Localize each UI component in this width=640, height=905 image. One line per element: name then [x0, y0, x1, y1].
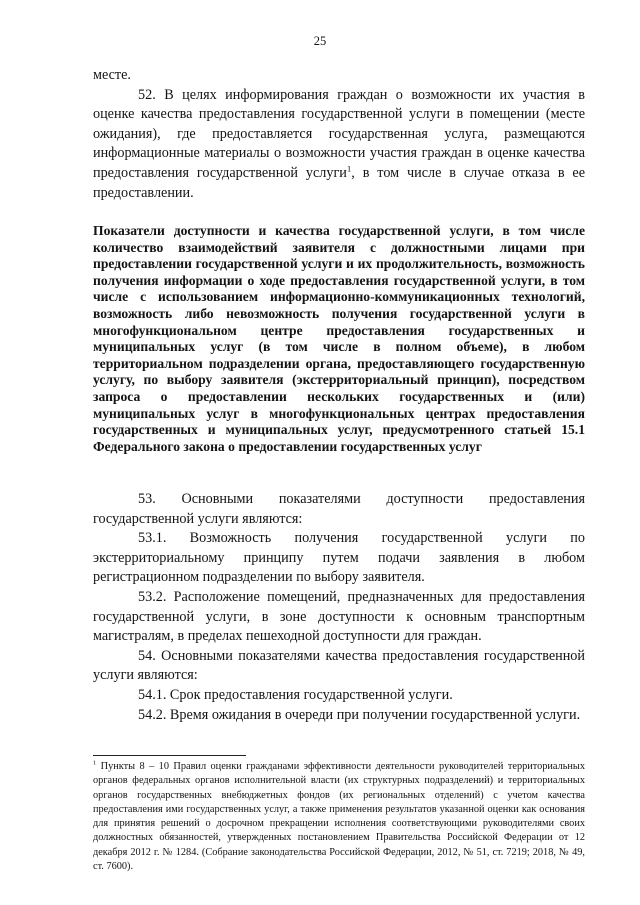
paragraph-53-1: 53.1. Возможность получения государственной услуги по экстерриториальному принципу путем подачи заявления в любом регистрационном подразделении по выбору заявителя.: [93, 530, 585, 586]
footnote-text: Пункты 8 – 10 Правил оценки гражданами эффективности деятельности руководителей территориальных органов федеральных органов исполнительной власти (их структурных подразделений) и территориальных органов государственных внебюджетных фондов (их региональных отделений) с учетом качества предоставления ими государственных услуг, а также применения результатов указанной оценки как основания для принятия решений о досрочном прекращении исполнения соответствующими руководителями своих должностных обязанностей, утвержденных постановлением Правительства Российской Федерации от 12 декабря 2012 г. № 1284. (Собрание законодательства Российской Федерации, 2012, № 51, ст. 7219; 2018, № 49, ст. 7600).: [93, 761, 585, 873]
section-heading: Показатели доступности и качества государственной услуги, в том числе количество взаимодействий заявителя с должностными лицами при предоставлении государственной услуги и их продолжительность, возможность получения информации о ходе предоставления государственной услуги, в том числе с использованием информационно-коммуникационных технологий, возможность либо невозможность получения государственной услуги в многофункциональном центре предоставления государственных и муниципальных услуг (в том числе в полном объеме), в любом территориальном подразделении органа, предоставляющего государственную услугу, по выбору заявителя (экстерриториальный принцип), посредством запроса о предоставлении нескольких государственных и (или) муниципальных услуг в многофункциональных центрах предоставления государственных и муниципальных услуг, предусмотренного статьей 15.1 Федерального закона о предоставлении государственных услуг: [93, 223, 585, 454]
paragraph-53-2: 53.2. Расположение помещений, предназначенных для предоставления государственной услуги, в зоне доступности к основным транспортным магистралям, в пределах пешеходной доступности для граждан.: [93, 588, 585, 645]
paragraph-54: 54. Основными показателями качества предоставления государственной услуги являются:: [93, 647, 585, 684]
paragraph-54-2: 54.2. Время ожидания в очереди при получении государственной услуги.: [138, 706, 581, 723]
paragraph-52: [93, 86, 585, 204]
paragraph-53: 53. Основными показателями доступности предоставления государственной услуги являются:: [93, 491, 585, 527]
paragraph-52-tail: , в том числе в случае отказа в ее предоставлении.: [93, 164, 585, 201]
top-section: [93, 66, 585, 203]
footnote: [93, 760, 585, 874]
footnote-reference: 1: [346, 163, 352, 174]
footnote-separator: [93, 755, 246, 756]
paragraph-54-1: 54.1. Срок предоставления государственной услуги.: [138, 686, 453, 703]
paragraph-52-text: 52. В целях информирования граждан о возможности их участия в оценке качества предоставления государственной услуги в помещении (месте ожидания), где предоставляется государственная услуга, размещаются информационные материалы о возможности участия граждан в оценке качества предоставления государственной услуги: [93, 86, 585, 181]
page-number: 25: [313, 34, 327, 48]
bottom-section: [93, 490, 585, 725]
continuation-text: месте.: [93, 67, 131, 83]
footnote-marker: 1: [93, 759, 97, 767]
